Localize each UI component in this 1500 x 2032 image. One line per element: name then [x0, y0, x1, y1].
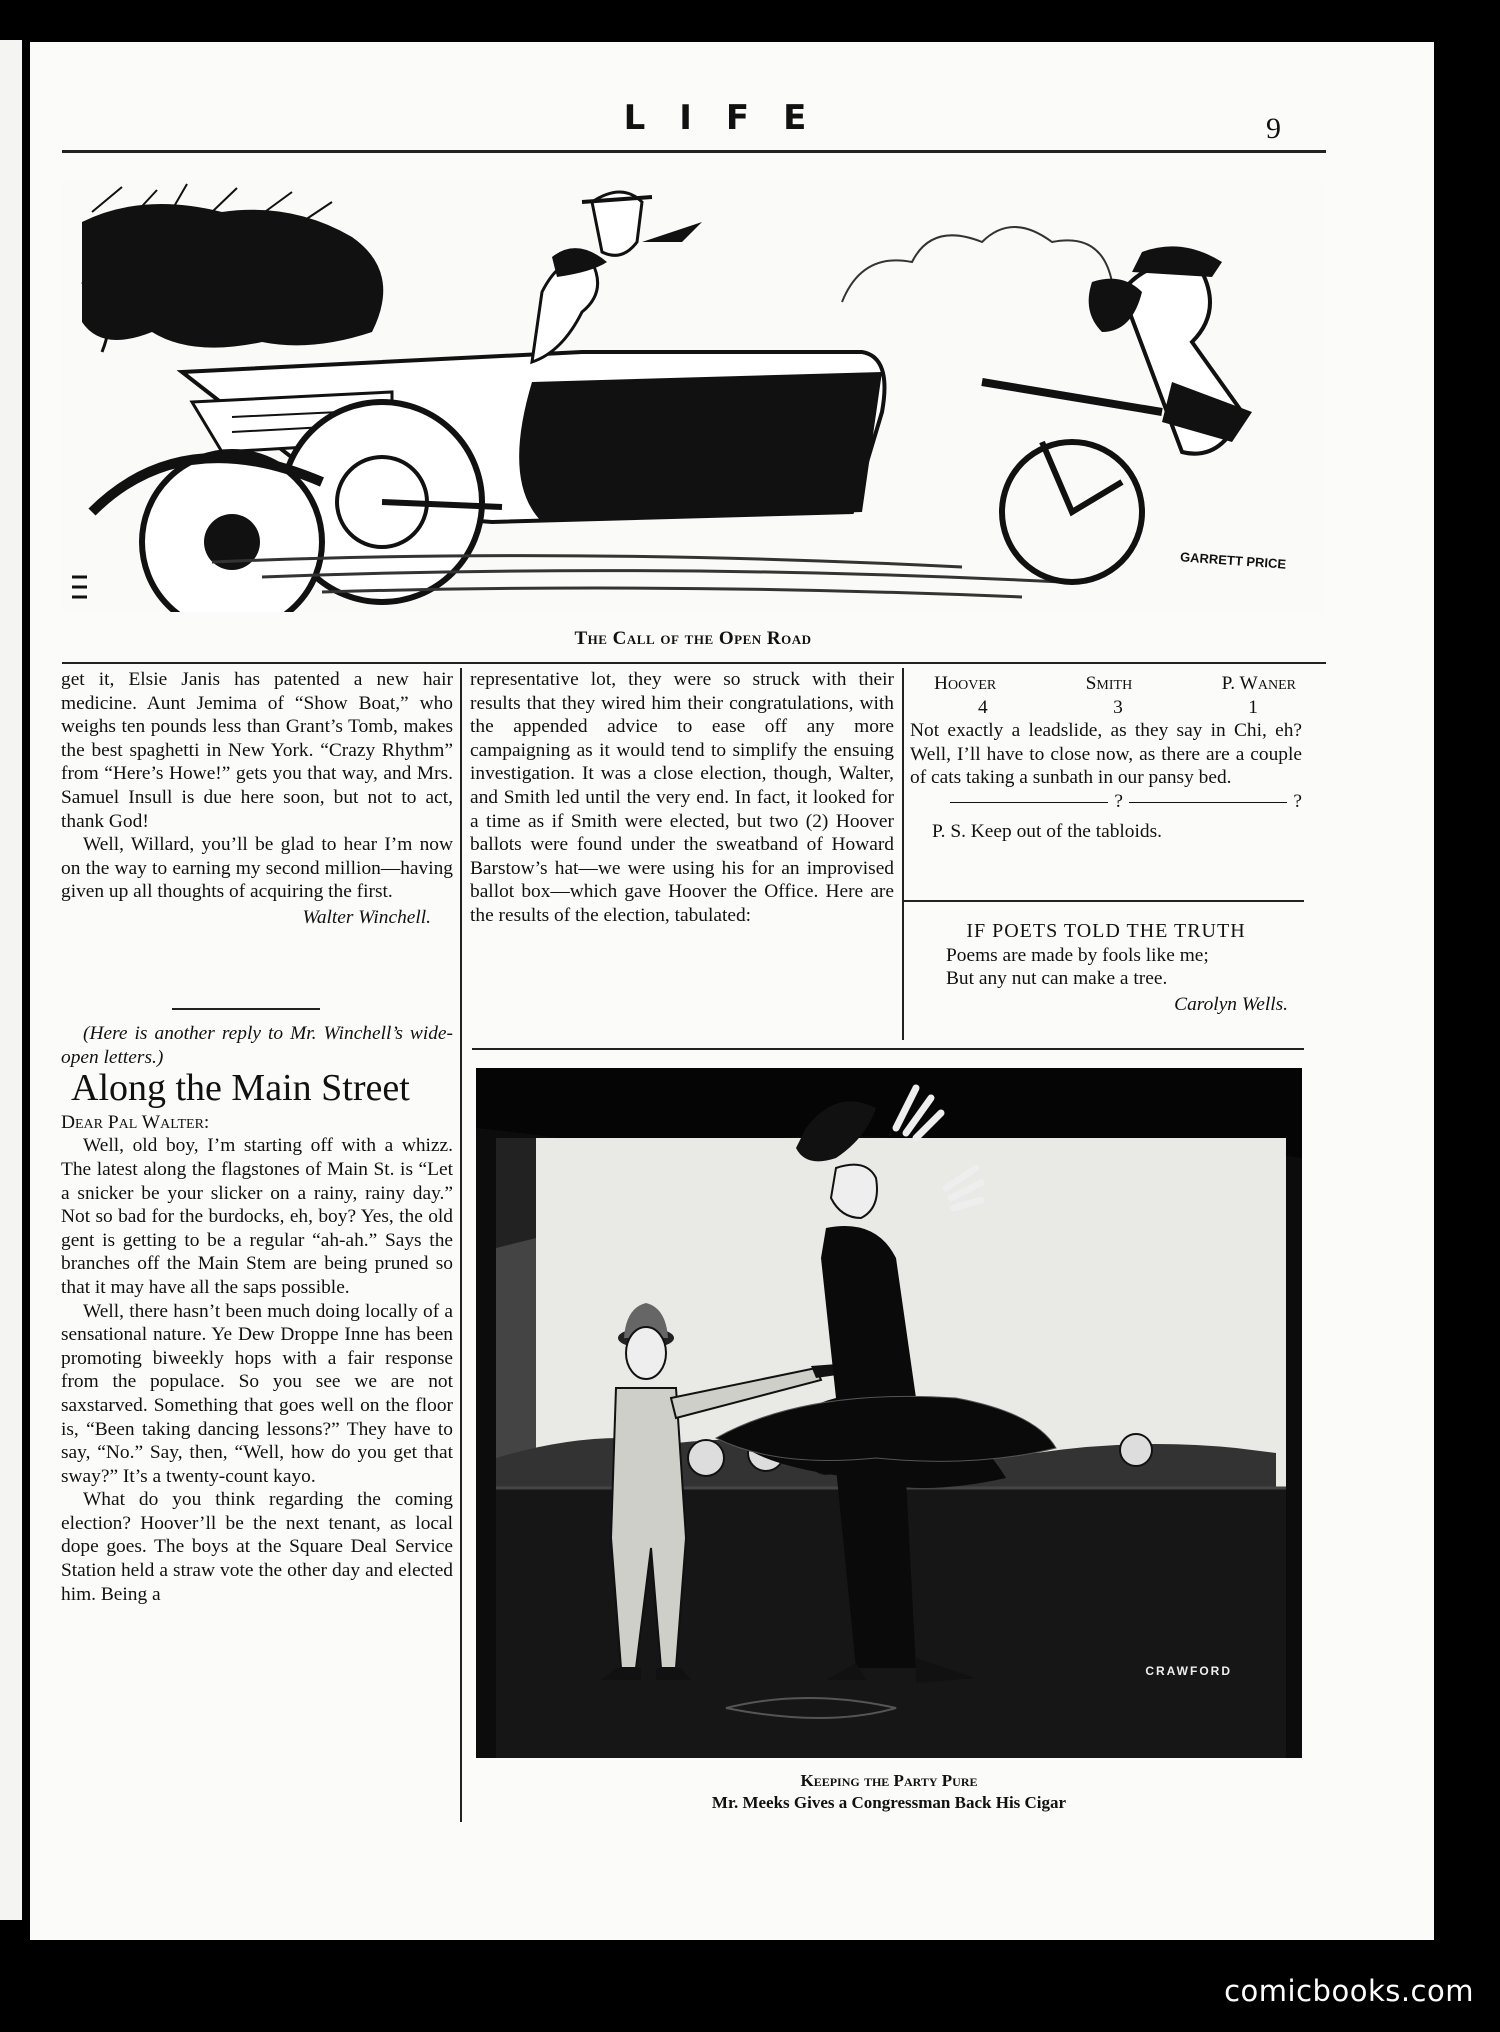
column-2 [470, 668, 894, 928]
magazine-page [30, 42, 1434, 1940]
paragraph: What do you think regarding the coming election? Hoover’ll be the next tenant, as local dope goes. The boys at the Square Deal Service Station held a straw vote the other day and elected him. Being a [61, 1489, 453, 1605]
tally-name: Smith [1085, 673, 1133, 694]
tally-name: P. Waner [1221, 673, 1296, 694]
caption-title: Keeping the Party Pure [800, 1771, 978, 1790]
paragraph: Well, there hasn’t been much doing locally of a sensational nature. Ye Dew Droppe Inne has been promoting biweekly hops with a fair response from the populace. So you see we are not saxstarved. Something that goes well on the floor is, “Been taking dancing lessons?” They have to say, “No.” Say, then, “Well, how do you get that sway?” It’s a twenty-count kayo. [61, 1300, 453, 1487]
paragraph: representative lot, they were so struck with their results that they wired him their congratulations, with the appended advice to ease off any more campaigning as it would tend to simplify the ensuing investigation. It was a close election, though, Walter, and Smith led until the very end. In fact, it looked for a time as if Smith were elected, but two (2) Hoover ballots were found under the sweatband of Howard Barstow’s hat—we were using his for an improvised ballot box—which gave Hoover the Office. Here are the results of the election, tabulated: [470, 669, 894, 926]
tally-name: Hoover [934, 673, 997, 694]
open-road-cartoon [62, 182, 1324, 612]
poem-line: Poems are made by fools like me; [946, 944, 1209, 966]
column-1 [61, 668, 453, 930]
car-illustration [62, 182, 1324, 612]
artist-signature: CRAWFORD [1145, 1664, 1232, 1678]
tally-votes: 1 [1248, 696, 1258, 718]
question-mark: ? [1293, 790, 1302, 812]
intro-note: (Here is another reply to Mr. Winchell’s wide-open letters.) [61, 1023, 453, 1068]
column-rule [902, 668, 904, 1040]
tally-votes: 4 [978, 696, 988, 718]
stage-illustration [476, 1068, 1302, 1758]
bottom-cartoon-caption [476, 1770, 1302, 1814]
tally-votes: 3 [1113, 696, 1123, 718]
artist-signature: GARRETT PRICE [1179, 549, 1287, 572]
postscript: P. S. Keep out of the tabloids. [932, 820, 1162, 842]
caption-rule [62, 662, 1326, 664]
page-number: 9 [1266, 112, 1281, 145]
vote-tally-counts [910, 696, 1302, 720]
party-pure-cartoon [476, 1068, 1302, 1758]
salutation: Dear Pal Walter: [61, 1111, 210, 1133]
column-3 [910, 668, 1302, 843]
poem-divider [904, 900, 1304, 902]
watermark: comicbooks.com [1224, 1974, 1474, 2008]
section-divider [172, 1008, 320, 1010]
column-1-article [61, 1022, 453, 1606]
masthead: LIFE [623, 98, 841, 138]
column-rule [460, 668, 462, 1822]
poem-block [910, 920, 1302, 1016]
poem-line: But any nut can make a tree. [946, 968, 1168, 990]
paragraph: get it, Elsie Janis has patented a new hair medicine. Aunt Jemima of “Show Boat,” who weighs ten pounds less than Grant’s Tomb, makes the best spaghetti in New York. “Crazy Rhythm” from “Here’s Howe!” gets you that way, and Mrs. Samuel Insull is due here soon, but not to act, thank God! [61, 669, 453, 832]
signature: Walter Winchell. [302, 906, 431, 928]
article-title: Along the Main Street [71, 1067, 410, 1110]
top-cartoon-caption: The Call of the Open Road [574, 628, 812, 649]
cartoon-top-rule [472, 1048, 1304, 1050]
paragraph: Not exactly a leadslide, as they say in Chi, eh? Well, I’ll have to close now, as there are a couple of cats taking a sunbath in our pansy bed. [910, 720, 1302, 789]
caption-subtitle: Mr. Meeks Gives a Congressman Back His Cigar [711, 1793, 1067, 1812]
vote-tally-header [910, 668, 1302, 696]
question-mark: ? [1114, 790, 1123, 812]
poem-title: IF POETS TOLD THE TRUTH [966, 920, 1246, 942]
paragraph: Well, Willard, you’ll be glad to hear I’m now on the way to earning my second million—having given up all thoughts of acquiring the first. [61, 834, 453, 903]
question-marks [910, 790, 1302, 814]
poem-author: Carolyn Wells. [1174, 993, 1288, 1015]
paragraph: Well, old boy, I’m starting off with a whizz. The latest along the flagstones of Main St. is “Let a snicker be your slicker on a rainy, rainy day.” Not so bad for the burdocks, eh, boy? Yes, the old gent is getting to be a regular “ah-ah.” Says the branches off the Main Stem are being pruned so that it may have all the saps possible. [61, 1135, 453, 1298]
masthead-rule [62, 150, 1326, 153]
adjacent-page-edge [0, 40, 25, 1920]
